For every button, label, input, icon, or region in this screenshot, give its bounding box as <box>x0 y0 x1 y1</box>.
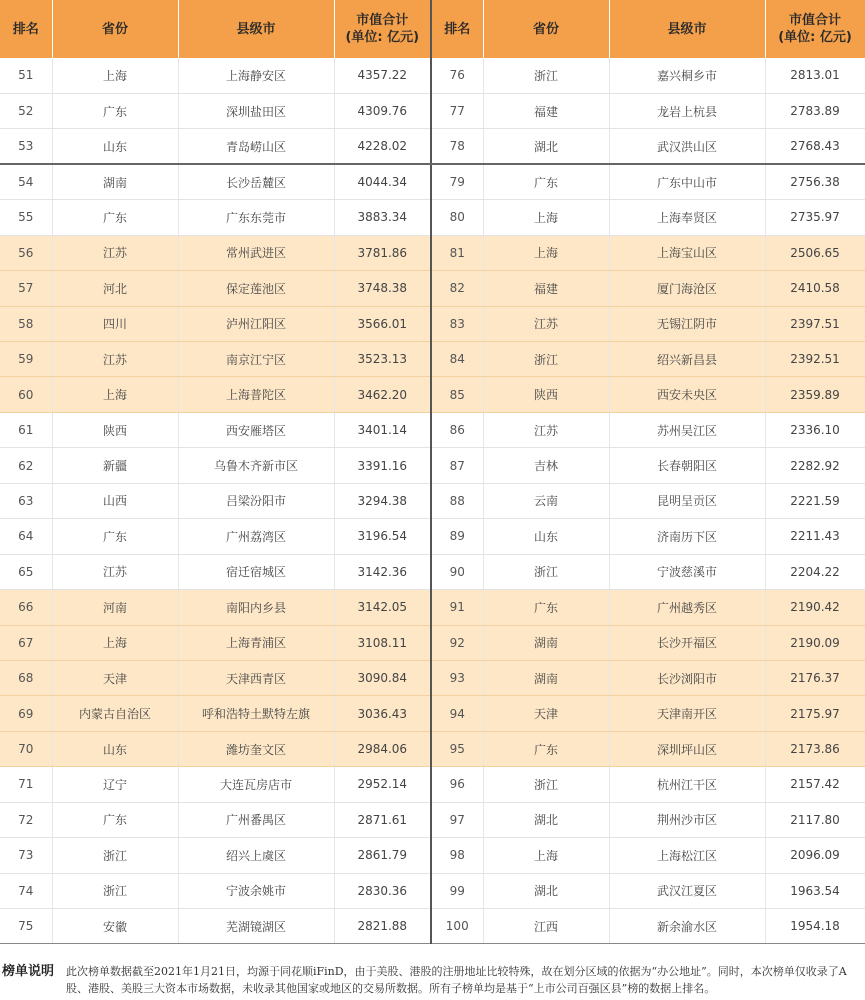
county-cell: 潍坊奎文区 <box>178 731 334 766</box>
province-cell: 福建 <box>483 271 609 306</box>
province-cell: 山西 <box>52 483 178 518</box>
county-cell: 长沙岳麓区 <box>178 164 334 199</box>
value-header <box>765 0 865 58</box>
ranking-note <box>0 963 865 1000</box>
province-cell: 上海 <box>483 200 609 235</box>
value-cell: 4044.34 <box>334 164 431 199</box>
county-cell: 苏州吴江区 <box>609 412 765 447</box>
province-cell: 广东 <box>483 731 609 766</box>
county-cell: 厦门海沧区 <box>609 271 765 306</box>
county-cell: 上海奉贤区 <box>609 200 765 235</box>
value-header <box>334 0 431 58</box>
province-cell: 上海 <box>483 838 609 873</box>
rank-cell: 98 <box>431 838 483 873</box>
rank-cell: 85 <box>431 377 483 412</box>
province-cell: 上海 <box>483 235 609 270</box>
rank-cell: 78 <box>431 129 483 164</box>
value-cell: 2282.92 <box>765 448 865 483</box>
province-cell: 浙江 <box>483 58 609 93</box>
value-cell: 2871.61 <box>334 802 431 837</box>
rank-cell: 100 <box>431 909 483 944</box>
province-cell: 广东 <box>52 200 178 235</box>
county-cell: 嘉兴桐乡市 <box>609 58 765 93</box>
rank-cell: 57 <box>0 271 52 306</box>
value-cell: 3523.13 <box>334 342 431 377</box>
value-cell: 2735.97 <box>765 200 865 235</box>
rank-cell: 70 <box>0 731 52 766</box>
value-header-line1: 市值合计 <box>788 13 841 28</box>
rank-cell: 83 <box>431 306 483 341</box>
county-cell: 荆州沙市区 <box>609 802 765 837</box>
county-cell: 保定莲池区 <box>178 271 334 306</box>
county-cell: 上海青浦区 <box>178 625 334 660</box>
province-cell: 吉林 <box>483 448 609 483</box>
province-cell: 广东 <box>52 802 178 837</box>
province-cell: 上海 <box>52 625 178 660</box>
rank-cell: 97 <box>431 802 483 837</box>
county-cell: 上海普陀区 <box>178 377 334 412</box>
table-row <box>0 873 865 908</box>
rank-cell: 75 <box>0 909 52 944</box>
province-cell: 浙江 <box>483 554 609 589</box>
table-row <box>0 519 865 554</box>
rank-cell: 59 <box>0 342 52 377</box>
table-row <box>0 802 865 837</box>
county-cell: 宿迁宿城区 <box>178 554 334 589</box>
province-cell: 广东 <box>52 93 178 128</box>
value-cell: 4228.02 <box>334 129 431 164</box>
table-row <box>0 909 865 944</box>
value-cell: 3108.11 <box>334 625 431 660</box>
table-row <box>0 412 865 447</box>
county-cell: 宁波慈溪市 <box>609 554 765 589</box>
value-cell: 2336.10 <box>765 412 865 447</box>
value-cell: 2506.65 <box>765 235 865 270</box>
province-cell: 河南 <box>52 590 178 625</box>
value-cell: 2176.37 <box>765 660 865 695</box>
table-row <box>0 731 865 766</box>
rank-cell: 84 <box>431 342 483 377</box>
value-header-line2: (单位: 亿元) <box>345 30 420 45</box>
table-row <box>0 235 865 270</box>
rank-header: 排名 <box>431 0 483 58</box>
value-cell: 1954.18 <box>765 909 865 944</box>
county-cell: 广州荔湾区 <box>178 519 334 554</box>
value-cell: 2768.43 <box>765 129 865 164</box>
province-cell: 江苏 <box>52 342 178 377</box>
value-cell: 2861.79 <box>334 838 431 873</box>
rank-cell: 67 <box>0 625 52 660</box>
province-cell: 广东 <box>483 590 609 625</box>
value-cell: 3196.54 <box>334 519 431 554</box>
province-cell: 云南 <box>483 483 609 518</box>
rank-cell: 72 <box>0 802 52 837</box>
province-header: 省份 <box>483 0 609 58</box>
rank-cell: 77 <box>431 93 483 128</box>
province-cell: 上海 <box>52 377 178 412</box>
value-cell: 2204.22 <box>765 554 865 589</box>
county-cell: 无锡江阴市 <box>609 306 765 341</box>
county-cell: 青岛崂山区 <box>178 129 334 164</box>
province-cell: 浙江 <box>52 873 178 908</box>
county-cell: 芜湖镜湖区 <box>178 909 334 944</box>
province-cell: 江西 <box>483 909 609 944</box>
value-cell: 2783.89 <box>765 93 865 128</box>
province-cell: 陕西 <box>52 412 178 447</box>
table-row <box>0 767 865 802</box>
county-cell: 昆明呈贡区 <box>609 483 765 518</box>
province-cell: 江苏 <box>483 306 609 341</box>
table-row <box>0 590 865 625</box>
county-cell: 长沙浏阳市 <box>609 660 765 695</box>
value-header-line1: 市值合计 <box>356 13 409 28</box>
province-cell: 山东 <box>483 519 609 554</box>
county-cell: 绍兴新昌县 <box>609 342 765 377</box>
county-cell: 南阳内乡县 <box>178 590 334 625</box>
county-cell: 西安雁塔区 <box>178 412 334 447</box>
value-cell: 2397.51 <box>765 306 865 341</box>
province-cell: 浙江 <box>483 767 609 802</box>
county-cell: 大连瓦房店市 <box>178 767 334 802</box>
value-cell: 3566.01 <box>334 306 431 341</box>
rank-cell: 74 <box>0 873 52 908</box>
table-row <box>0 554 865 589</box>
value-cell: 3462.20 <box>334 377 431 412</box>
province-cell: 江苏 <box>483 412 609 447</box>
value-cell: 3036.43 <box>334 696 431 731</box>
province-cell: 四川 <box>52 306 178 341</box>
county-cell: 武汉江夏区 <box>609 873 765 908</box>
county-cell: 广东中山市 <box>609 164 765 199</box>
rank-cell: 81 <box>431 235 483 270</box>
value-cell: 3401.14 <box>334 412 431 447</box>
county-cell: 呼和浩特土默特左旗 <box>178 696 334 731</box>
table-row <box>0 448 865 483</box>
province-cell: 福建 <box>483 93 609 128</box>
county-cell: 上海宝山区 <box>609 235 765 270</box>
value-cell: 2190.09 <box>765 625 865 660</box>
value-cell: 2211.43 <box>765 519 865 554</box>
rank-cell: 56 <box>0 235 52 270</box>
rank-cell: 86 <box>431 412 483 447</box>
province-cell: 江苏 <box>52 554 178 589</box>
province-cell: 辽宁 <box>52 767 178 802</box>
county-cell: 杭州江干区 <box>609 767 765 802</box>
rank-cell: 54 <box>0 164 52 199</box>
value-cell: 2359.89 <box>765 377 865 412</box>
value-cell: 2117.80 <box>765 802 865 837</box>
rank-cell: 79 <box>431 164 483 199</box>
table-row <box>0 129 865 164</box>
province-cell: 内蒙古自治区 <box>52 696 178 731</box>
rank-cell: 94 <box>431 696 483 731</box>
province-cell: 湖南 <box>483 625 609 660</box>
value-cell: 3781.86 <box>334 235 431 270</box>
province-cell: 山东 <box>52 129 178 164</box>
rank-cell: 62 <box>0 448 52 483</box>
rank-cell: 82 <box>431 271 483 306</box>
note-text: 此次榜单数据截至2021年1月21日，均源于同花顺iFinD，由于美股、港股的注册地址比较特殊，故在划分区域的依据为“办公地址”。同时，本次榜单仅收录了A股、港股、美股三大资本市场数据，未收录其他国家或地区的交易所数据。所有子榜单均是基于“上市公司百强区县”榜的数据上排名。 <box>66 965 847 995</box>
value-cell: 2175.97 <box>765 696 865 731</box>
rank-cell: 91 <box>431 590 483 625</box>
value-cell: 2984.06 <box>334 731 431 766</box>
rank-cell: 80 <box>431 200 483 235</box>
rank-cell: 58 <box>0 306 52 341</box>
table-row <box>0 342 865 377</box>
table-row <box>0 271 865 306</box>
rank-cell: 64 <box>0 519 52 554</box>
county-cell: 广州越秀区 <box>609 590 765 625</box>
value-cell: 3294.38 <box>334 483 431 518</box>
county-cell: 绍兴上虞区 <box>178 838 334 873</box>
province-cell: 江苏 <box>52 235 178 270</box>
rank-cell: 89 <box>431 519 483 554</box>
rank-cell: 68 <box>0 660 52 695</box>
table-row <box>0 58 865 93</box>
table-row <box>0 696 865 731</box>
province-cell: 天津 <box>52 660 178 695</box>
value-cell: 2096.09 <box>765 838 865 873</box>
province-cell: 广东 <box>52 519 178 554</box>
county-cell: 泸州江阳区 <box>178 306 334 341</box>
value-cell: 3142.36 <box>334 554 431 589</box>
rank-cell: 63 <box>0 483 52 518</box>
value-cell: 3883.34 <box>334 200 431 235</box>
note-label: 榜单说明 <box>2 964 55 979</box>
county-cell: 广州番禺区 <box>178 802 334 837</box>
value-header-line2: (单位: 亿元) <box>778 30 852 45</box>
value-cell: 4357.22 <box>334 58 431 93</box>
province-cell: 陕西 <box>483 377 609 412</box>
rank-cell: 71 <box>0 767 52 802</box>
county-cell: 深圳盐田区 <box>178 93 334 128</box>
value-cell: 2830.36 <box>334 873 431 908</box>
value-cell: 2173.86 <box>765 731 865 766</box>
county-cell: 长沙开福区 <box>609 625 765 660</box>
rank-cell: 87 <box>431 448 483 483</box>
table-row <box>0 93 865 128</box>
province-cell: 山东 <box>52 731 178 766</box>
rank-cell: 95 <box>431 731 483 766</box>
province-cell: 河北 <box>52 271 178 306</box>
county-cell: 西安未央区 <box>609 377 765 412</box>
county-cell: 常州武进区 <box>178 235 334 270</box>
county-cell: 深圳坪山区 <box>609 731 765 766</box>
value-cell: 2392.51 <box>765 342 865 377</box>
province-cell: 浙江 <box>483 342 609 377</box>
rank-cell: 51 <box>0 58 52 93</box>
province-cell: 上海 <box>52 58 178 93</box>
table-body <box>0 58 865 944</box>
rank-cell: 92 <box>431 625 483 660</box>
county-cell: 济南历下区 <box>609 519 765 554</box>
table-row <box>0 660 865 695</box>
province-cell: 湖北 <box>483 873 609 908</box>
value-cell: 2157.42 <box>765 767 865 802</box>
county-cell: 新余渝水区 <box>609 909 765 944</box>
rank-cell: 61 <box>0 412 52 447</box>
value-cell: 2952.14 <box>334 767 431 802</box>
value-cell: 2756.38 <box>765 164 865 199</box>
county-cell: 广东东莞市 <box>178 200 334 235</box>
table-row <box>0 483 865 518</box>
rank-header: 排名 <box>0 0 52 58</box>
county-header: 县级市 <box>178 0 334 58</box>
value-cell: 3090.84 <box>334 660 431 695</box>
province-header: 省份 <box>52 0 178 58</box>
rank-cell: 96 <box>431 767 483 802</box>
value-cell: 3748.38 <box>334 271 431 306</box>
table-row <box>0 164 865 199</box>
province-cell: 浙江 <box>52 838 178 873</box>
county-cell: 上海松江区 <box>609 838 765 873</box>
county-cell: 南京江宁区 <box>178 342 334 377</box>
table-row <box>0 625 865 660</box>
rank-cell: 60 <box>0 377 52 412</box>
table-row <box>0 200 865 235</box>
county-cell: 上海静安区 <box>178 58 334 93</box>
table-row <box>0 377 865 412</box>
province-cell: 新疆 <box>52 448 178 483</box>
province-cell: 湖北 <box>483 802 609 837</box>
county-cell: 龙岩上杭县 <box>609 93 765 128</box>
county-cell: 乌鲁木齐新市区 <box>178 448 334 483</box>
province-cell: 湖北 <box>483 129 609 164</box>
rank-cell: 69 <box>0 696 52 731</box>
county-cell: 武汉洪山区 <box>609 129 765 164</box>
value-cell: 2821.88 <box>334 909 431 944</box>
rank-cell: 93 <box>431 660 483 695</box>
value-cell: 2221.59 <box>765 483 865 518</box>
province-cell: 天津 <box>483 696 609 731</box>
province-cell: 湖南 <box>483 660 609 695</box>
rank-cell: 65 <box>0 554 52 589</box>
value-cell: 3142.05 <box>334 590 431 625</box>
table-row <box>0 838 865 873</box>
county-cell: 天津西青区 <box>178 660 334 695</box>
county-cell: 天津南开区 <box>609 696 765 731</box>
rank-cell: 53 <box>0 129 52 164</box>
county-cell: 吕梁汾阳市 <box>178 483 334 518</box>
value-cell: 2410.58 <box>765 271 865 306</box>
province-cell: 湖南 <box>52 164 178 199</box>
value-cell: 3391.16 <box>334 448 431 483</box>
rank-cell: 66 <box>0 590 52 625</box>
rank-cell: 76 <box>431 58 483 93</box>
rank-cell: 90 <box>431 554 483 589</box>
county-header: 县级市 <box>609 0 765 58</box>
value-cell: 2813.01 <box>765 58 865 93</box>
province-cell: 广东 <box>483 164 609 199</box>
value-cell: 2190.42 <box>765 590 865 625</box>
value-cell: 4309.76 <box>334 93 431 128</box>
rank-cell: 55 <box>0 200 52 235</box>
table-row <box>0 306 865 341</box>
header-row <box>0 0 865 58</box>
rank-cell: 88 <box>431 483 483 518</box>
province-cell: 安徽 <box>52 909 178 944</box>
rank-cell: 99 <box>431 873 483 908</box>
county-cell: 宁波余姚市 <box>178 873 334 908</box>
value-cell: 1963.54 <box>765 873 865 908</box>
rank-cell: 52 <box>0 93 52 128</box>
rank-cell: 73 <box>0 838 52 873</box>
county-cell: 长春朝阳区 <box>609 448 765 483</box>
